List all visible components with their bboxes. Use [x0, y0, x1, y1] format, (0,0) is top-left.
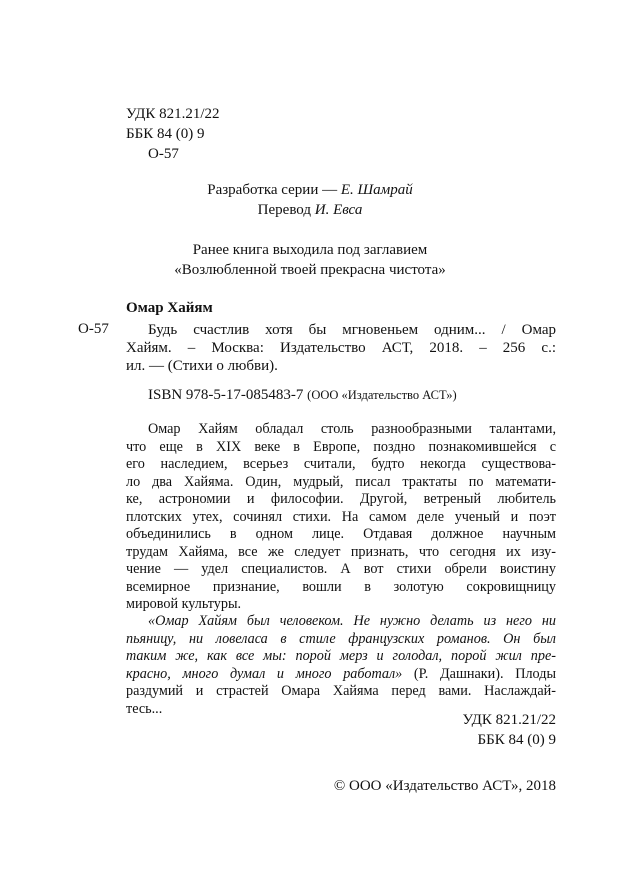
isbn-publisher: (ООО «Издательство АСТ»)	[307, 388, 457, 402]
quote-line: пьяницу, ни ловеласа в стиле французских романов. Он был	[126, 630, 556, 647]
isbn-line	[148, 386, 457, 404]
series-editor-name: Е. Шамрай	[340, 182, 413, 198]
quote-line: «Омар Хайям был человеком. Не нужно делать из него ни	[148, 613, 556, 629]
copyright-notice: © ООО «Издательство АСТ», 2018	[333, 778, 556, 794]
author-heading: Омар Хайям	[126, 300, 213, 316]
translation-credit-label: Перевод	[257, 202, 315, 218]
annotation-line: чение — удел специалистов. А вот стихи обрели воистину	[126, 561, 556, 577]
series-credit-label: Разработка серии —	[207, 182, 341, 198]
quote-line: тесь...	[126, 700, 163, 717]
annotation-line: Омар Хайям обладал столь разнообразными талантами,	[148, 421, 556, 437]
translation-credit	[0, 202, 620, 220]
quote-paragraph	[126, 613, 556, 718]
udk-code: УДК 821.21/22	[126, 106, 220, 122]
series-credit	[0, 182, 620, 200]
author-mark-side: О-57	[78, 321, 109, 337]
bibliographic-line: ил. — (Стихи о любви).	[126, 358, 278, 374]
annotation-line: его наследием, всерьез считали, будто некогда существова-	[126, 456, 556, 472]
isbn-number: ISBN 978-5-17-085483-7	[148, 387, 304, 403]
annotation-line: ло два Хайяма. Один, мудрый, писал трактаты по математи-	[126, 473, 556, 490]
previous-title-note: Ранее книга выходила под заглавием	[192, 242, 428, 258]
translator-name: И. Евса	[314, 202, 363, 218]
annotation	[126, 421, 556, 614]
udk-code-bottom: УДК 821.21/22	[462, 712, 556, 728]
author-mark: О-57	[148, 146, 179, 162]
bbk-code-bottom: ББК 84 (0) 9	[477, 732, 556, 748]
annotation-line: ке, астрономии и философии. Другой, ветреный любитель	[126, 491, 556, 507]
annotation-line: трудам Хайяма, все же следует признать, что сегодня их изу-	[126, 543, 556, 560]
bibliographic-line: Хайям. – Москва: Издательство АСТ, 2018. – 256 с.:	[126, 340, 556, 356]
annotation-line: всемирное признание, вошли в золотую сокровищницу	[126, 578, 556, 595]
annotation-line: плотских утех, сочинял стихи. На самом деле ученый и поэт	[126, 508, 556, 525]
annotation-line: объединились в одном лице. Отдавая должное научным	[126, 526, 556, 542]
annotation-line: что еще в XIX веке в Европе, поздно познакомившейся с	[126, 438, 556, 455]
bibliographic-line: Будь счастлив хотя бы мгновеньем одним... / Омар	[148, 322, 556, 338]
quote-line: красно, много думал и много работал» (Р. Дашнаки). Плоды	[126, 665, 556, 682]
previous-title: «Возлюбленной твоей прекрасна чистота»	[174, 262, 446, 278]
quote-line: таким же, как все мы: порой мерз и голодал, порой жил пре-	[126, 648, 556, 664]
quote-line: раздумий и страстей Омара Хайяма перед вами. Наслаждай-	[126, 683, 556, 699]
bibliographic-description	[126, 321, 556, 375]
annotation-line: мировой культуры.	[126, 596, 242, 612]
bbk-code: ББК 84 (0) 9	[126, 126, 205, 142]
